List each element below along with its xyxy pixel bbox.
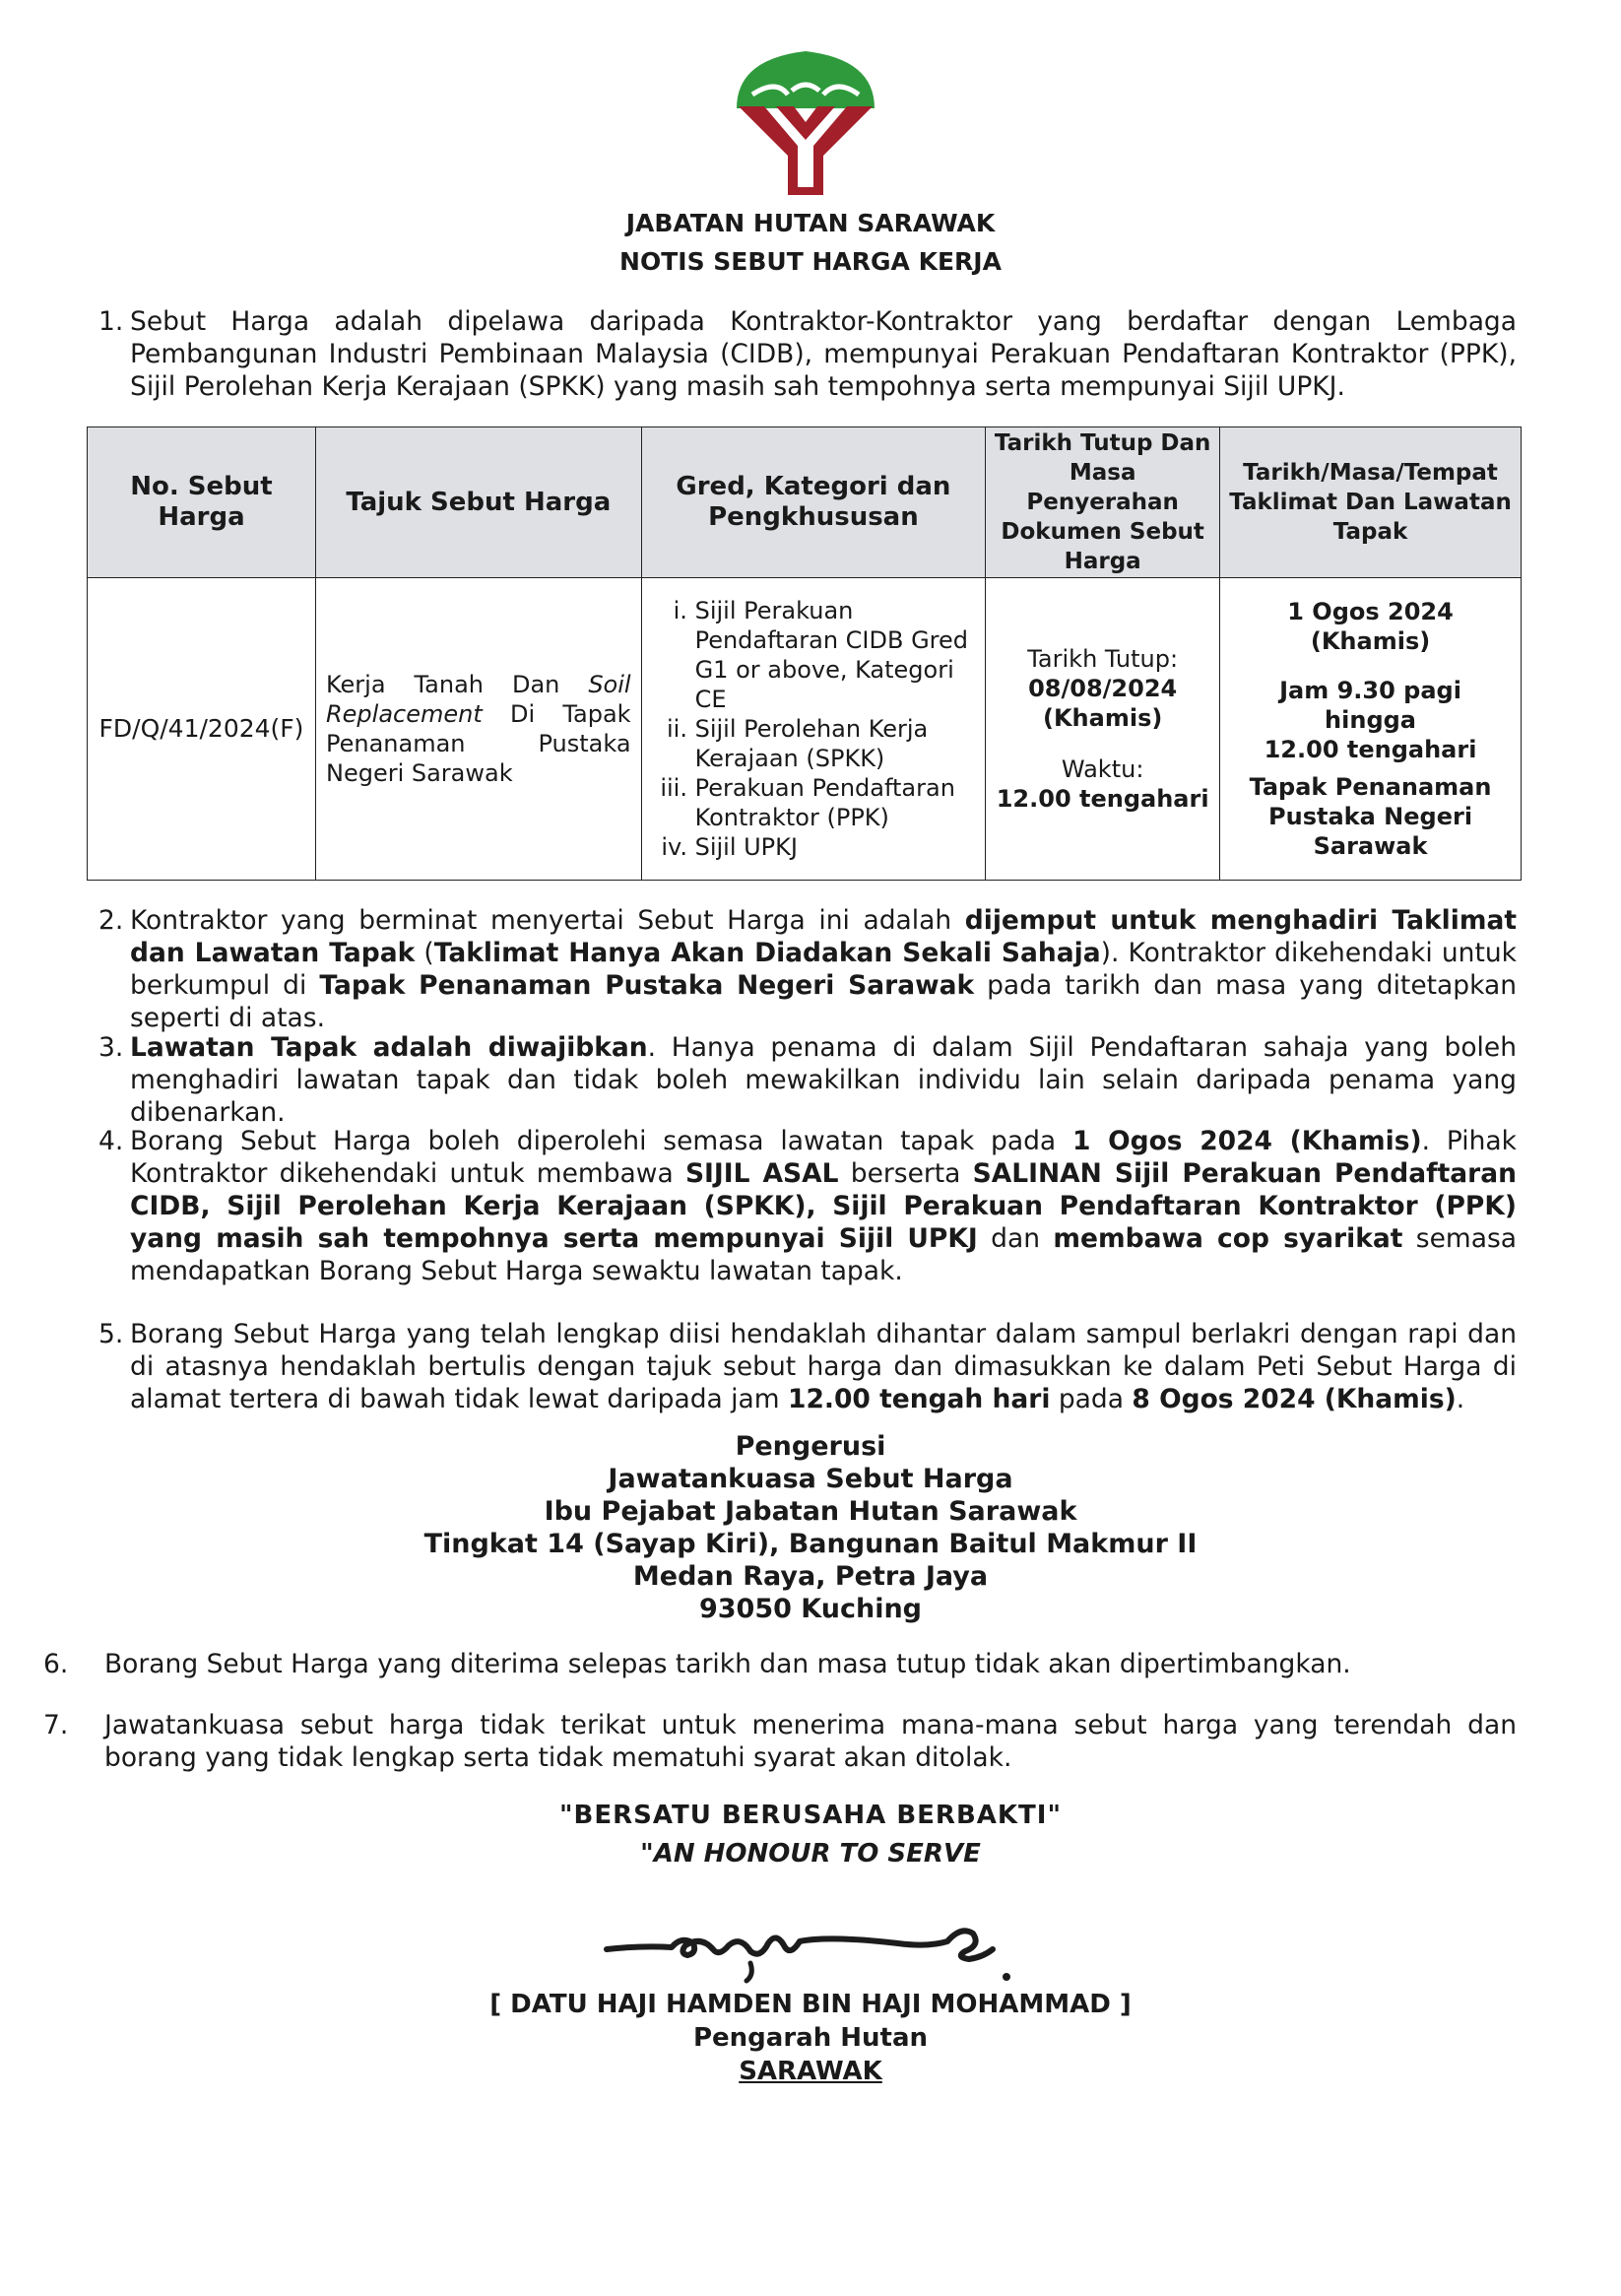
department-name: JABATAN HUTAN SARAWAK (625, 209, 996, 237)
paragraph-text: Jawatankuasa sebut harga tidak terikat untuk menerima mana-mana sebut harga yang terendah dan borang yang tidak lengkap serta tidak mematuhi syarat akan ditolak. (104, 1710, 1517, 1773)
requirement-item: iii. Perakuan Pendaftaran Kontraktor (PPK) (695, 773, 976, 832)
time-label: Waktu: (1061, 755, 1144, 783)
paragraph-text: Borang Sebut Harga yang telah lengkap diisi hendaklah dihantar dalam sampul berlakri dengan rapi dan di atasnya hendaklah bertulis dengan tajuk sebut harga dan dimasukkan ke dalam Peti Sebut Harga di alamat tertera di bawah tidak lewat daripada jam 12.00 tengah hari pada 8 Ogos 2024 (Khamis). (130, 1319, 1517, 1414)
notice-title: NOTIS SEBUT HARGA KERJA (619, 247, 1002, 276)
closing-label: Tarikh Tutup: (1027, 645, 1179, 673)
header-tutup: Tarikh Tutup Dan Masa Penyerahan Dokumen Sebut Harga (986, 427, 1220, 578)
paragraph-text: Borang Sebut Harga boleh diperolehi semasa lawatan tapak pada 1 Ogos 2024 (Khamis). Pihak Kontraktor dikehendaki untuk membawa SIJIL ASAL berserta SALINAN Sijil Perakuan Pendaftaran CIDB, Sijil Perolehan Kerja Kerajaan (SPKK), Sijil Perakuan Pendaftaran Kontraktor (PPK) yang masih sah tempohnya serta mempunyai Sijil UPKJ dan membawa cop syarikat semasa mendapatkan Borang Sebut Harga sewaktu lawatan tapak. (130, 1126, 1518, 1286)
paragraph-number: 1. (98, 306, 124, 337)
header-taklimat: Tarikh/Masa/Tempat Taklimat Dan Lawatan Tapak (1220, 427, 1522, 578)
title-part: Di Tapak Penanaman Pustaka Negeri Sarawak (325, 700, 631, 787)
briefing-info (1220, 578, 1522, 881)
paragraph-text: Lawatan Tapak adalah diwajibkan. Hanya penama di dalam Sijil Pendaftaran sahaja yang boleh menghadiri lawatan tapak dan tidak boleh mewakilkan individu lain selain daripada penama yang dibenarkan. (130, 1032, 1517, 1128)
forest-department-logo (717, 39, 894, 197)
header-no: No. Sebut Harga (88, 427, 316, 578)
briefing-place: Pustaka Negeri (1268, 803, 1473, 830)
requirement-item: ii. Sijil Perolehan Kerja Kerajaan (SPKK) (695, 714, 976, 773)
paragraph-number: 3. (98, 1032, 124, 1063)
address-line: Jawatankuasa Sebut Harga (608, 1464, 1013, 1494)
briefing-place: Tapak Penanaman (1249, 773, 1492, 801)
paragraph-number: 5. (98, 1319, 124, 1349)
quotation-title (315, 578, 641, 881)
briefing-date: 1 Ogos 2024 (1287, 598, 1454, 625)
requirement-item: iv. Sijil UPKJ (695, 832, 976, 862)
table-row (88, 578, 1522, 881)
signatory-position: Pengarah Hutan (692, 2023, 929, 2053)
paragraph-3 (98, 1031, 1517, 1129)
requirement-item: i. Sijil Perakuan Pendaftaran CIDB Gred G1 or above, Kategori CE (695, 596, 976, 714)
address-line: Ibu Pejabat Jabatan Hutan Sarawak (544, 1496, 1077, 1527)
handwritten-signature (603, 1906, 1016, 1985)
quotation-table (87, 426, 1522, 881)
time-value: 12.00 tengahari (996, 785, 1209, 813)
paragraph-1 (98, 305, 1517, 403)
briefing-day: (Khamis) (1310, 627, 1431, 655)
paragraph-number: 2. (98, 905, 124, 936)
address-line: Tingkat 14 (Sayap Kiri), Bangunan Baitul Makmur II (423, 1529, 1198, 1559)
paragraph-text: Borang Sebut Harga yang diterima selepas tarikh dan masa tutup tidak akan dipertimbangkan. (104, 1649, 1351, 1679)
paragraph-4 (98, 1125, 1517, 1287)
closing-date: 08/08/2024 (1028, 675, 1178, 702)
table-header-row (88, 427, 1522, 578)
paragraph-number: 6. (43, 1649, 69, 1679)
paragraph-7 (43, 1709, 1517, 1774)
paragraph-number: 7. (43, 1710, 69, 1740)
paragraph-number: 4. (98, 1126, 124, 1156)
grade-requirements (641, 578, 986, 881)
motto-malay: "BERSATU BERUSAHA BERBAKTI" (558, 1801, 1062, 1830)
briefing-time: Jam 9.30 pagi hingga (1279, 677, 1461, 734)
title-part: Kerja Tanah Dan (325, 671, 589, 698)
address-line: 93050 Kuching (698, 1594, 923, 1624)
paragraph-5 (98, 1318, 1517, 1415)
paragraph-text: Sebut Harga adalah dipelawa daripada Kontraktor-Kontraktor yang berdaftar dengan Lembaga Pembangunan Industri Pembinaan Malaysia (CIDB), mempunyai Perakuan Pendaftaran Kontraktor (PPK), Sijil Perolehan Kerja Kerajaan (SPKK) yang masih sah tempohnya serta mempunyai Sijil UPKJ. (130, 306, 1517, 402)
signatory-state: SARAWAK (739, 2057, 882, 2086)
signatory-name: [ DATU HAJI HAMDEN BIN HAJI MOHAMMAD ] (489, 1990, 1132, 2019)
header-tajuk: Tajuk Sebut Harga (315, 427, 641, 578)
paragraph-6 (43, 1648, 1517, 1680)
signatory-block (0, 1988, 1621, 2088)
title-italic-part: Soil Replacement (325, 671, 631, 728)
paragraph-text: Kontraktor yang berminat menyertai Sebut Harga ini adalah dijemput untuk menghadiri Taklimat dan Lawatan Tapak (Taklimat Hanya Akan Diadakan Sekali Sahaja). Kontraktor dikehendaki untuk berkumpul di Tapak Penanaman Pustaka Negeri Sarawak pada tarikh dan masa yang ditetapkan seperti di atas. (130, 905, 1517, 1033)
paragraph-2 (98, 904, 1517, 1034)
motto-english: "AN HONOUR TO SERVE (640, 1839, 981, 1869)
address-line: Pengerusi (735, 1431, 886, 1462)
header-gred: Gred, Kategori dan Pengkhususan (641, 427, 986, 578)
briefing-place: Sarawak (1313, 832, 1428, 860)
closing-day: (Khamis) (1042, 704, 1163, 732)
quotation-number: FD/Q/41/2024(F) (88, 578, 316, 881)
briefing-time: 12.00 tengahari (1264, 736, 1477, 763)
committee-address (0, 1430, 1621, 1625)
closing-info (986, 578, 1220, 881)
address-line: Medan Raya, Petra Jaya (632, 1561, 989, 1592)
